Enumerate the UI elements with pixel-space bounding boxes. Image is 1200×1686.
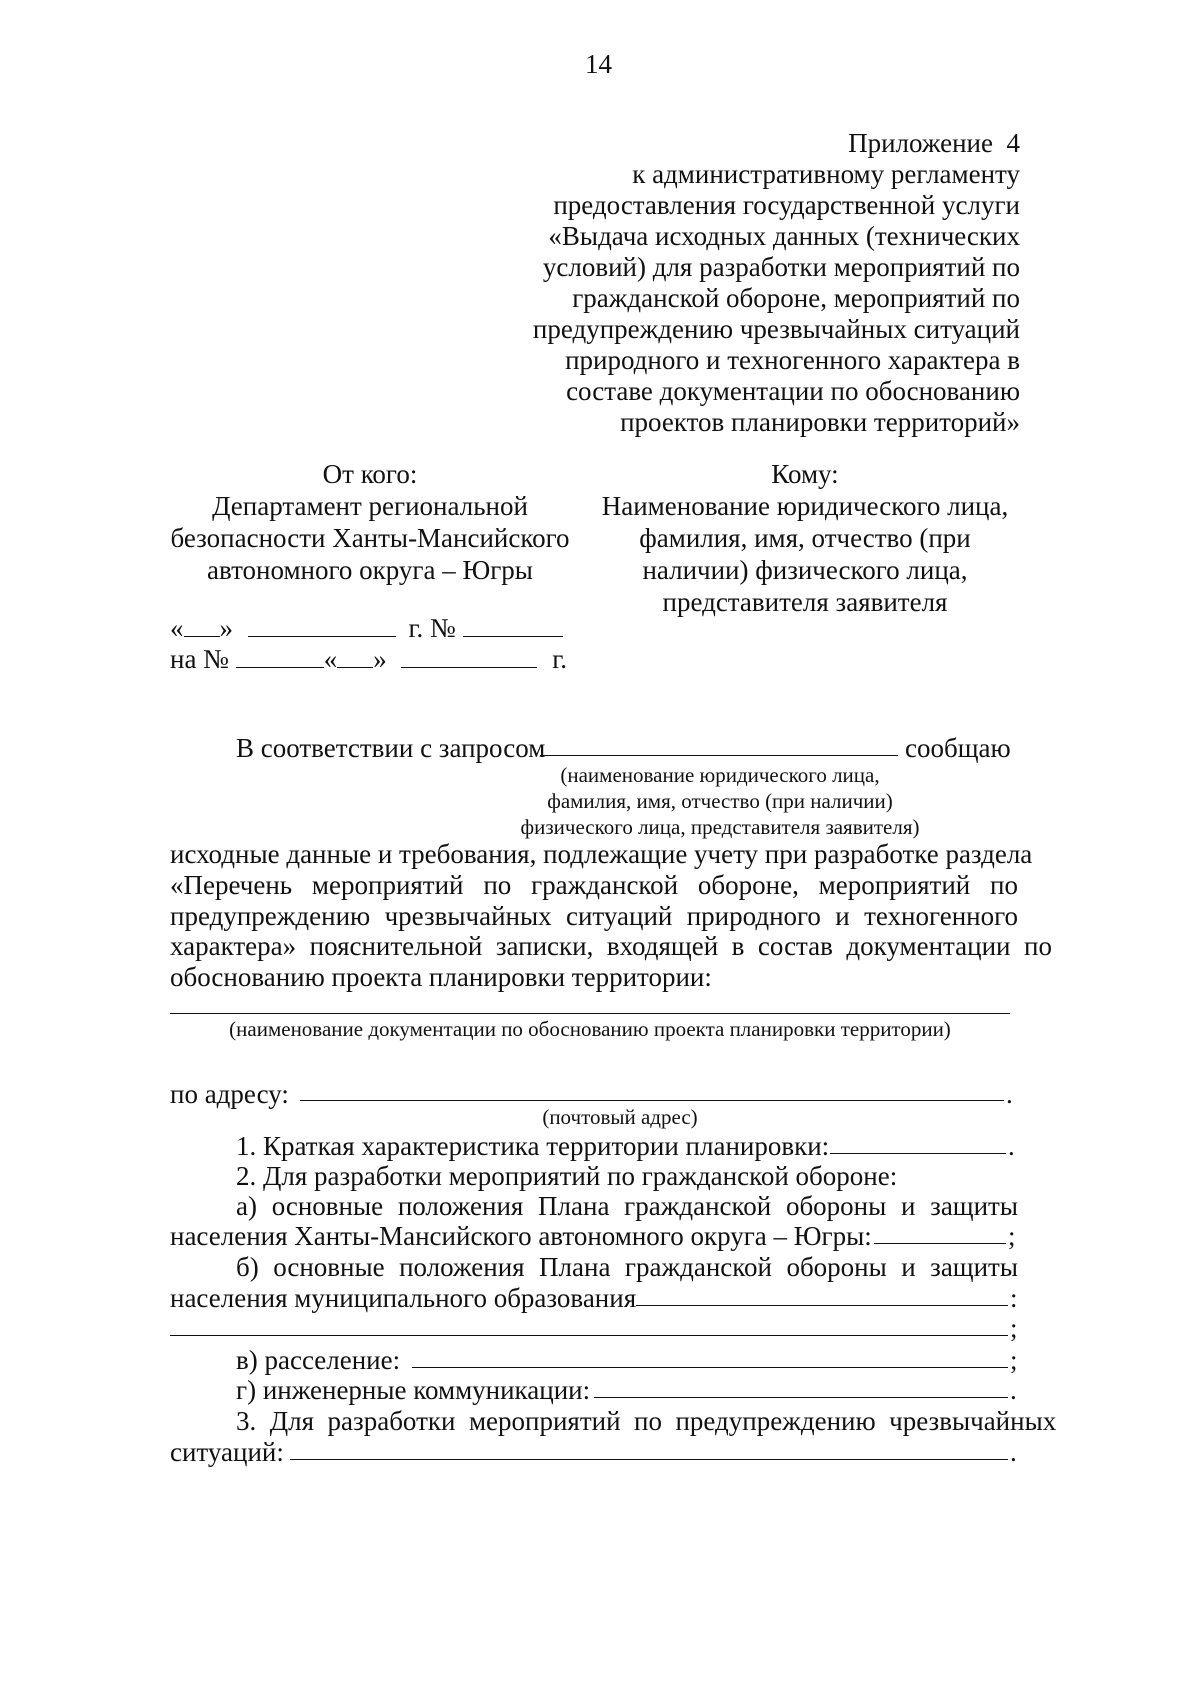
item-3-label: ситуаций: [170,1437,284,1467]
to-line: фамилия, имя, отчество (при [639,523,971,553]
date-year-no: г. № [408,613,456,643]
ref-open-quote: « [323,644,338,674]
ref-day-blank[interactable] [337,645,373,668]
from-line: автономного округа – Югры [207,555,533,585]
ref-month-blank[interactable] [401,645,537,668]
paragraph-line: исходные данные и требования, подлежащие учету при разработке раздела [170,839,1033,869]
to-line: наличии) физического лица, [642,555,968,585]
item-b-label: населения муниципального образования [170,1283,637,1313]
request-hint-line: (наименование юридического лица, [560,763,880,787]
item-a-line: а) основные положения Плана гражданской обороны и защиты [236,1191,1018,1221]
ref-close-quote: » [373,644,387,674]
item-a-end: ; [1008,1221,1016,1251]
ref-prefix: на № [170,644,229,674]
item-b-blank-continued[interactable] [170,1335,1008,1336]
paragraph-line: «Перечень мероприятий по гражданской обороне, мероприятий по [170,870,1018,900]
date-close-quote: » [219,613,233,643]
date-month-blank[interactable] [248,614,396,637]
item-b-continued-end: ; [1010,1313,1018,1343]
date-number-blank[interactable] [463,614,563,637]
item-v-end: ; [1010,1345,1018,1375]
to-line: Наименование юридического лица, [601,491,1009,521]
to-heading: Кому: [771,459,839,489]
to-block [600,458,1010,618]
reference-line [170,643,567,675]
page-number: 14 [585,49,612,79]
item-2-label: 2. Для разработки мероприятий по гражданской обороне: [236,1161,898,1191]
item-1-end: . [1008,1131,1015,1161]
date-open-quote: « [170,613,184,643]
item-b-blank[interactable] [636,1305,1008,1306]
item-g-end: . [1010,1375,1017,1405]
item-g-label: г) инженерные коммуникации: [236,1375,591,1405]
appendix-line: составе документации по обоснованию [566,376,1020,406]
item-g-blank[interactable] [594,1397,1008,1398]
from-heading: От кого: [322,459,418,489]
request-hint-line: фамилия, имя, отчество (при наличии) [547,789,893,813]
address-end: . [1006,1079,1013,1109]
address-prefix: по адресу: [170,1079,289,1109]
to-line: представителя заявителя [662,587,948,617]
address-hint: (почтовый адрес) [542,1105,698,1129]
appendix-line: условий) для разработки мероприятий по [542,252,1020,282]
date-line [170,612,563,644]
date-day-blank[interactable] [184,614,220,637]
request-hint [480,762,960,840]
from-block [170,458,570,586]
item-v-label: в) расселение: [236,1345,401,1375]
item-3-line: 3. Для разработки мероприятий по предупреждению чрезвычайных [236,1406,1057,1436]
appendix-line: предупреждению чрезвычайных ситуаций [532,314,1020,344]
item-3-blank[interactable] [290,1459,1008,1460]
documentation-name-hint: (наименование документации по обоснованию проекта планировки территории) [229,1017,951,1041]
item-a-label: населения Ханты-Мансийского автономного округа – Югры: [170,1221,872,1251]
paragraph-line: характера» пояснительной записки, входящей в состав документации по [170,931,1052,961]
from-line: безопасности Ханты-Мансийского [170,523,570,553]
appendix-line: проектов планировки территорий» [620,407,1020,437]
item-1-blank[interactable] [830,1153,1006,1154]
appendix-line: природного и техногенного характера в [565,345,1020,375]
appendix-line: гражданской обороне, мероприятий по [572,283,1020,313]
paragraph-line: предупреждению чрезвычайных ситуаций природного и техногенного [170,901,1018,931]
item-3-end: . [1010,1437,1017,1467]
appendix-block [533,128,1020,438]
ref-year: г. [552,644,567,674]
item-b-end: : [1010,1283,1018,1313]
ref-number-blank[interactable] [236,645,324,668]
request-blank[interactable] [540,755,898,756]
item-v-blank[interactable] [412,1367,1008,1368]
item-1-label: 1. Краткая характеристика территории планировки: [236,1131,830,1161]
appendix-title: Приложение 4 [848,128,1020,158]
appendix-line: к административному регламенту [632,159,1020,189]
item-b-line: б) основные положения Плана гражданской обороны и защиты [236,1252,1018,1282]
documentation-name-blank[interactable] [170,1013,1010,1014]
appendix-line: «Выдача исходных данных (технических [548,221,1020,251]
appendix-line: предоставления государственной услуги [553,190,1020,220]
from-line: Департамент региональной [212,491,528,521]
address-blank[interactable] [300,1100,1004,1101]
request-prefix: В соответствии с запросом [236,733,546,763]
paragraph-line: обоснованию проекта планировки территории: [170,962,712,992]
item-a-blank[interactable] [874,1243,1006,1244]
request-suffix: сообщаю [905,733,1011,763]
request-hint-line: физического лица, представителя заявителя) [520,815,920,839]
